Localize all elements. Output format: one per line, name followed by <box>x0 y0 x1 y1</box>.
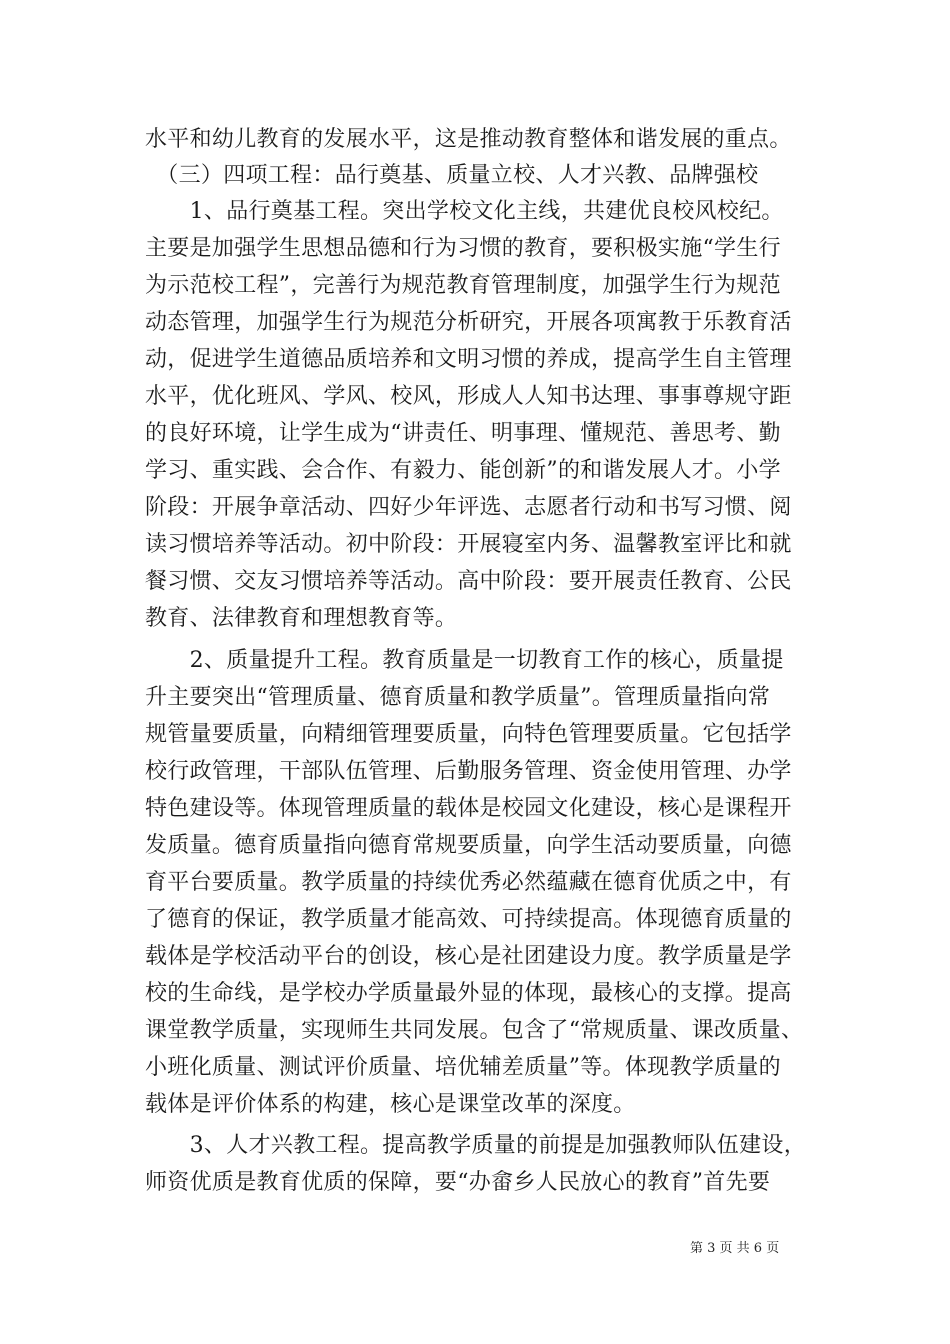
text-line: 教育、法律教育和理想教育等。 <box>145 606 458 631</box>
section-heading: （三）四项工程：品行奠基、质量立校、人才兴教、品牌强校 <box>145 163 759 188</box>
text-line: 动，促进学生道德品质培养和文明习惯的养成，提高学生自主管理 <box>145 347 792 372</box>
text-line: 阶段：开展争章活动、四好少年评选、志愿者行动和书写习惯、阅 <box>145 495 792 520</box>
text-line: 特色建设等。体现管理质量的载体是校园文化建设，核心是课程开 <box>145 796 792 821</box>
text-line: 餐习惯、交友习惯培养等活动。高中阶段：要开展责任教育、公民 <box>145 569 792 594</box>
text-line: 的良好环境，让学生成为“讲责任、明事理、懂规范、善思考、勤 <box>145 421 781 446</box>
text-line: 读习惯培养等活动。初中阶段：开展寝室内务、温馨教室评比和就 <box>145 532 792 557</box>
text-line: 规管量要质量，向精细管理要质量，向特色管理要质量。它包括学 <box>145 722 792 747</box>
text-line: 升主要突出“管理质量、德育质量和教学质量”。管理质量指向常 <box>145 685 771 710</box>
text-line: 小班化质量、测试评价质量、培优辅差质量”等。体现教学质量的 <box>145 1055 781 1080</box>
text-line: 课堂教学质量，实现师生共同发展。包含了“常规质量、课改质量、 <box>145 1018 804 1043</box>
text-line: 师资优质是教育优质的保障，要“办畲乡人民放心的教育”首先要 <box>145 1170 771 1195</box>
text-line: 水平和幼儿教育的发展水平，这是推动教育整体和谐发展的重点。 <box>145 127 792 152</box>
text-line: 水平，优化班风、学风、校风，形成人人知书达理、事事尊规守距 <box>145 384 792 409</box>
text-line: 载体是评价体系的构建，核心是课堂改革的深度。 <box>145 1092 636 1117</box>
text-line: 2、质量提升工程。教育质量是一切教育工作的核心，质量提 <box>145 648 784 673</box>
text-line: 校的生命线，是学校办学质量最外显的体现，最核心的支撑。提高 <box>145 981 792 1006</box>
text-line: 育平台要质量。教学质量的持续优秀必然蕴藏在德育优质之中，有 <box>145 870 792 895</box>
text-line: 学习、重实践、会合作、有毅力、能创新”的和谐发展人才。小学 <box>145 458 781 483</box>
text-line: 1、品行奠基工程。突出学校文化主线，共建优良校风校纪。 <box>145 199 784 224</box>
text-line: 校行政管理，干部队伍管理、后勤服务管理、资金使用管理、办学 <box>145 759 792 784</box>
text-line: 3、人才兴教工程。提高教学质量的前提是加强教师队伍建设， <box>145 1133 806 1158</box>
text-line: 发质量。德育质量指向德育常规要质量，向学生活动要质量，向德 <box>145 833 792 858</box>
page-number-footer: 第 3 页 共 6 页 <box>690 1241 780 1256</box>
text-line: 主要是加强学生思想品德和行为习惯的教育，要积极实施“学生行 <box>145 236 781 261</box>
text-line: 了德育的保证，教学质量才能高效、可持续提高。体现德育质量的 <box>145 907 792 932</box>
text-line: 载体是学校活动平台的创设，核心是社团建设力度。教学质量是学 <box>145 944 792 969</box>
text-line: 动态管理，加强学生行为规范分析研究，开展各项寓教于乐教育活 <box>145 310 792 335</box>
text-line: 为示范校工程”，完善行为规范教育管理制度，加强学生行为规范 <box>145 273 781 298</box>
